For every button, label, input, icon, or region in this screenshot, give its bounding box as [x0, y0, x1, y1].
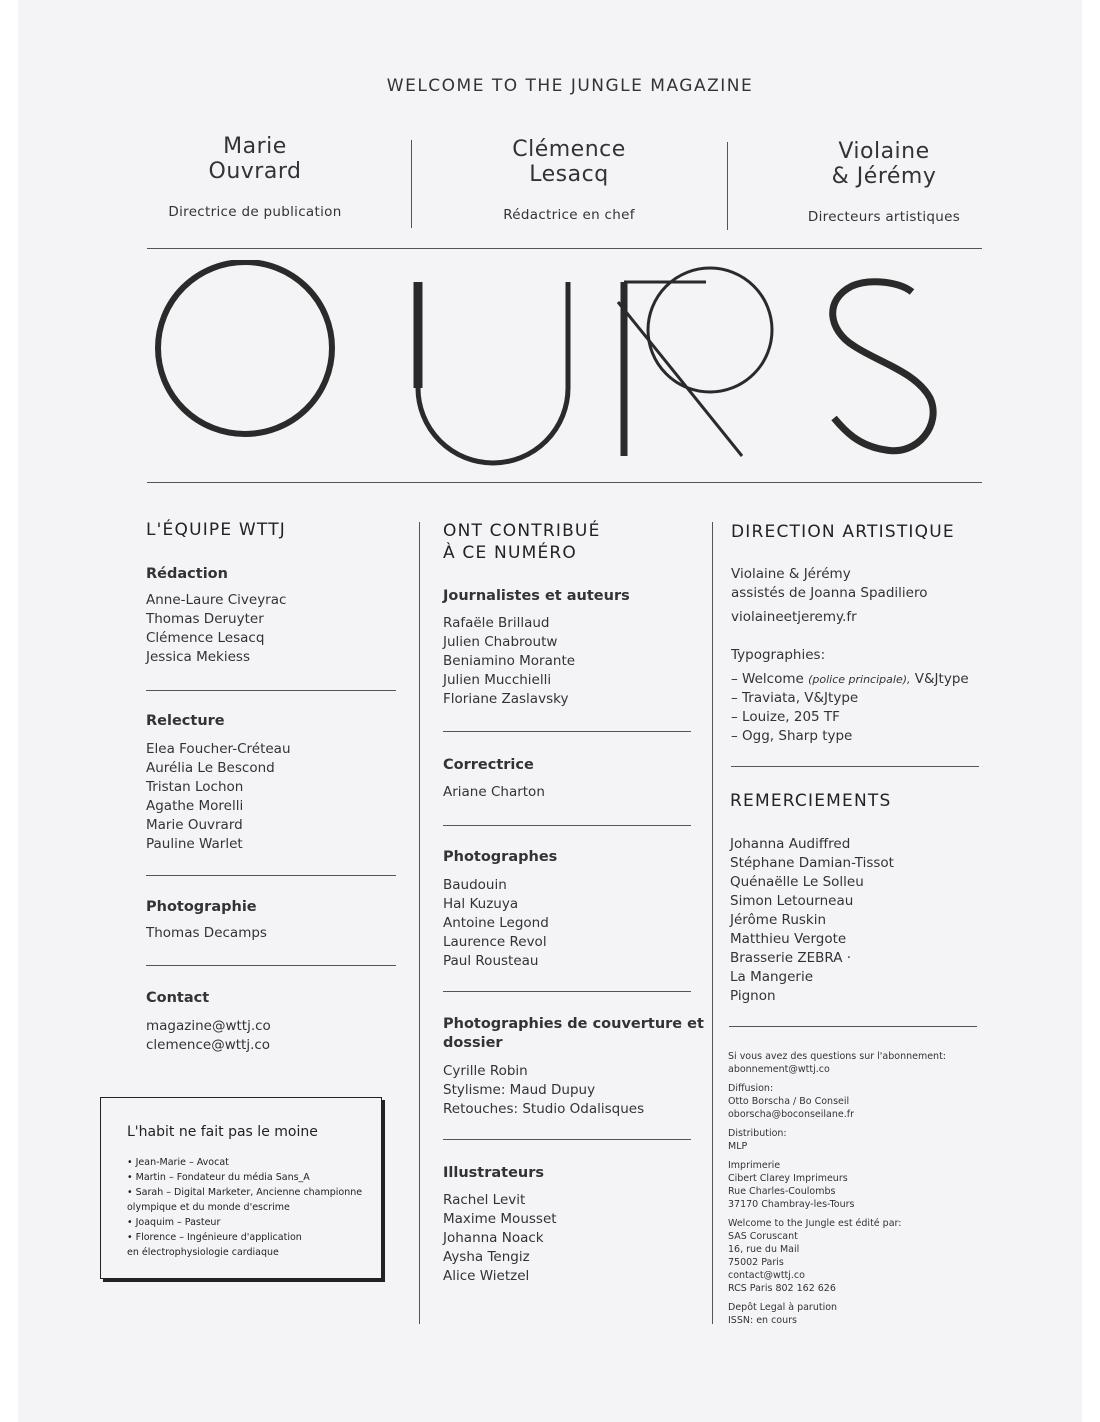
publisher-role: Directrice de publication: [168, 204, 342, 220]
info-block-printer: [728, 1159, 946, 1211]
masthead-editor: [429, 137, 709, 223]
list-item: La Mangerie: [730, 969, 814, 985]
correctrice-list: [443, 783, 545, 802]
thanks-list: [730, 835, 894, 1006]
contact-email-link[interactable]: clemence@wttj.co: [146, 1037, 271, 1053]
list-item: – Louize, 205 TF: [731, 709, 840, 725]
info-block-publisher: [728, 1217, 946, 1295]
list-item: Laurence Revol: [443, 934, 547, 950]
list-item: Thomas Decamps: [146, 925, 267, 941]
info-line: MLP: [728, 1141, 748, 1152]
list-item: – Ogg, Sharp type: [731, 728, 853, 744]
redaction-heading: Rédaction: [146, 566, 228, 582]
relecture-list: [146, 740, 291, 854]
list-item: Jessica Mekiess: [146, 649, 250, 665]
list-item: Elea Foucher-Créteau: [146, 741, 291, 757]
typographies-heading: Typographies:: [731, 647, 826, 663]
list-item: en électrophysiologie cardiaque: [127, 1247, 279, 1258]
couverture-heading-line2: dossier: [443, 1035, 503, 1051]
art-directors-name-line2: & Jérémy: [831, 164, 937, 189]
list-item: Aysha Tengiz: [443, 1249, 530, 1265]
correctrice-heading: Correctrice: [443, 757, 534, 773]
couverture-heading-line1: Photographies de couverture et: [443, 1016, 704, 1032]
list-item: assistés de Joanna Spadiliero: [731, 585, 928, 601]
contributors-heading-line1: ONT CONTRIBUÉ: [443, 521, 601, 541]
list-item: Thomas Deruyter: [146, 611, 264, 627]
typo-name: – Welcome: [731, 671, 804, 687]
photographes-list: [443, 876, 549, 971]
info-line: contact@wttj.co: [728, 1270, 805, 1281]
list-item: Violaine & Jérémy: [731, 566, 851, 582]
list-item: • Florence – Ingénieure d'application: [127, 1232, 302, 1243]
list-item: Floriane Zaslavsky: [443, 691, 569, 707]
art-directors-name-line1: Violaine: [838, 139, 930, 164]
illustrateurs-list: [443, 1191, 557, 1286]
info-line: Welcome to the Jungle est édité par:: [728, 1218, 902, 1229]
info-line: Si vous avez des questions sur l'abonnement:: [728, 1051, 947, 1062]
list-item: Matthieu Vergote: [730, 931, 847, 947]
info-line: 75002 Paris: [728, 1257, 784, 1268]
publisher-name-line1: Marie: [223, 134, 287, 159]
journalistes-heading: Journalistes et auteurs: [443, 588, 630, 604]
typo-foundry: V&Jtype: [914, 671, 969, 687]
photographes-heading: Photographes: [443, 849, 558, 865]
art-direction-website-link[interactable]: violaineetjeremy.fr: [731, 609, 857, 625]
masthead-publisher: [115, 134, 395, 220]
thanks-heading: REMERCIEMENTS: [730, 791, 892, 811]
list-item: Alice Wietzel: [443, 1268, 530, 1284]
section-rule: [146, 690, 396, 691]
list-item: Marie Ouvrard: [146, 817, 243, 833]
team-heading: L'ÉQUIPE WTTJ: [146, 520, 287, 540]
masthead-divider: [727, 142, 728, 230]
section-rule: [146, 875, 396, 876]
journalistes-list: [443, 614, 575, 709]
ours-letter-u: [418, 282, 568, 463]
magazine-title: WELCOME TO THE JUNGLE MAGAZINE: [386, 76, 754, 96]
couverture-list: [443, 1062, 644, 1119]
list-item: Jérôme Ruskin: [730, 912, 827, 928]
section-rule: [443, 825, 691, 826]
art-direction-credits: [731, 565, 927, 603]
list-item: • Jean-Marie – Avocat: [127, 1157, 229, 1168]
quote-box: [100, 1097, 382, 1279]
editor-name-line1: Clémence: [512, 137, 626, 162]
info-line: SAS Coruscant: [728, 1231, 798, 1242]
contributors-heading: [443, 520, 601, 564]
info-line: ISSN: en cours: [728, 1315, 797, 1326]
list-item: Tristan Lochon: [146, 779, 244, 795]
list-item: • Martin – Fondateur du média Sans_A: [127, 1172, 310, 1183]
info-line: Diffusion:: [728, 1083, 774, 1094]
info-line: 16, rue du Mail: [728, 1244, 800, 1255]
list-item: Antoine Legond: [443, 915, 549, 931]
section-rule: [731, 766, 979, 767]
list-item: Rachel Levit: [443, 1192, 526, 1208]
quote-box-title: L'habit ne fait pas le moine: [127, 1124, 318, 1140]
info-block-distribution: [728, 1127, 946, 1153]
list-item: Johanna Audiffred: [730, 836, 851, 852]
list-item: Stylisme: Maud Dupuy: [443, 1082, 596, 1098]
info-line: Distribution:: [728, 1128, 787, 1139]
redaction-list: [146, 591, 286, 667]
list-item: Baudouin: [443, 877, 507, 893]
list-item: Brasserie ZEBRA ·: [730, 950, 852, 966]
list-item: • Joaquim – Pasteur: [127, 1217, 221, 1228]
info-line: Otto Borscha / Bo Conseil: [728, 1096, 850, 1107]
info-line: Imprimerie: [728, 1160, 781, 1171]
section-rule: [443, 1139, 691, 1140]
photographie-list: [146, 924, 267, 943]
contact-list: [146, 1017, 271, 1055]
section-rule: [443, 731, 691, 732]
info-block-subscription: [728, 1050, 946, 1076]
info-line: RCS Paris 802 162 626: [728, 1283, 836, 1294]
list-item: Johanna Noack: [443, 1230, 544, 1246]
relecture-heading: Relecture: [146, 713, 225, 729]
list-item: Agathe Morelli: [146, 798, 244, 814]
illustrateurs-heading: Illustrateurs: [443, 1165, 545, 1181]
list-item: Anne-Laure Civeyrac: [146, 592, 287, 608]
typographies-list: [731, 670, 969, 746]
title-rule-bottom: [147, 482, 982, 483]
ours-letter-s: [833, 282, 933, 451]
list-item: Julien Chabroutw: [443, 634, 558, 650]
list-item: Quénaëlle Le Solleu: [730, 874, 864, 890]
contact-email-link[interactable]: magazine@wttj.co: [146, 1018, 271, 1034]
list-item: [731, 670, 969, 689]
list-item: Pauline Warlet: [146, 836, 243, 852]
list-item: Ariane Charton: [443, 784, 545, 800]
info-block-legal: [728, 1301, 946, 1327]
editor-role: Rédactrice en chef: [503, 207, 635, 223]
list-item: Pignon: [730, 988, 776, 1004]
list-item: olympique et du monde d'escrime: [127, 1202, 290, 1213]
info-line: Cibert Clarey Imprimeurs: [728, 1173, 848, 1184]
list-item: • Sarah – Digital Marketer, Ancienne championne: [127, 1187, 363, 1198]
ours-letter-r: [618, 268, 772, 456]
masthead-divider: [411, 140, 412, 228]
list-item: Beniamino Morante: [443, 653, 576, 669]
list-item: – Traviata, V&Jtype: [731, 690, 859, 706]
title-rule-top: [147, 248, 982, 249]
list-item: Aurélia Le Bescond: [146, 760, 275, 776]
contributors-heading-line2: À CE NUMÉRO: [443, 543, 578, 563]
couverture-heading: [443, 1015, 704, 1053]
contact-heading: Contact: [146, 990, 210, 1006]
list-item: Clémence Lesacq: [146, 630, 265, 646]
section-rule: [729, 1026, 977, 1027]
publication-info: [728, 1050, 946, 1327]
list-item: Paul Rousteau: [443, 953, 539, 969]
info-line: 37170 Chambray-les-Tours: [728, 1199, 855, 1210]
masthead-art-directors: [744, 139, 1024, 225]
art-direction-heading: DIRECTION ARTISTIQUE: [731, 522, 955, 542]
list-item: Maxime Mousset: [443, 1211, 557, 1227]
list-item: Hal Kuzuya: [443, 896, 519, 912]
ours-letter-o: [158, 262, 332, 434]
list-item: Retouches: Studio Odalisques: [443, 1101, 645, 1117]
info-line: Depôt Legal à parution: [728, 1302, 838, 1313]
typo-note: (police principale),: [808, 673, 911, 686]
section-rule: [443, 991, 691, 992]
info-block-diffusion: [728, 1082, 946, 1121]
section-rule: [146, 965, 396, 966]
list-item: Rafaële Brillaud: [443, 615, 550, 631]
info-line: Rue Charles-Coulombs: [728, 1186, 836, 1197]
list-item: Cyrille Robin: [443, 1063, 528, 1079]
ours-title: [150, 260, 980, 480]
list-item: Simon Letourneau: [730, 893, 854, 909]
column-divider: [419, 522, 420, 1324]
publisher-name-line2: Ouvrard: [208, 159, 302, 184]
editor-name-line2: Lesacq: [529, 162, 609, 187]
info-line: abonnement@wttj.co: [728, 1064, 830, 1075]
photographie-heading: Photographie: [146, 899, 257, 915]
info-line: oborscha@boconseilane.fr: [728, 1109, 855, 1120]
column-divider: [712, 522, 713, 1324]
list-item: Julien Mucchielli: [443, 672, 552, 688]
list-item: Stéphane Damian-Tissot: [730, 855, 894, 871]
quote-box-list: [127, 1155, 362, 1260]
art-directors-role: Directeurs artistiques: [807, 209, 961, 225]
